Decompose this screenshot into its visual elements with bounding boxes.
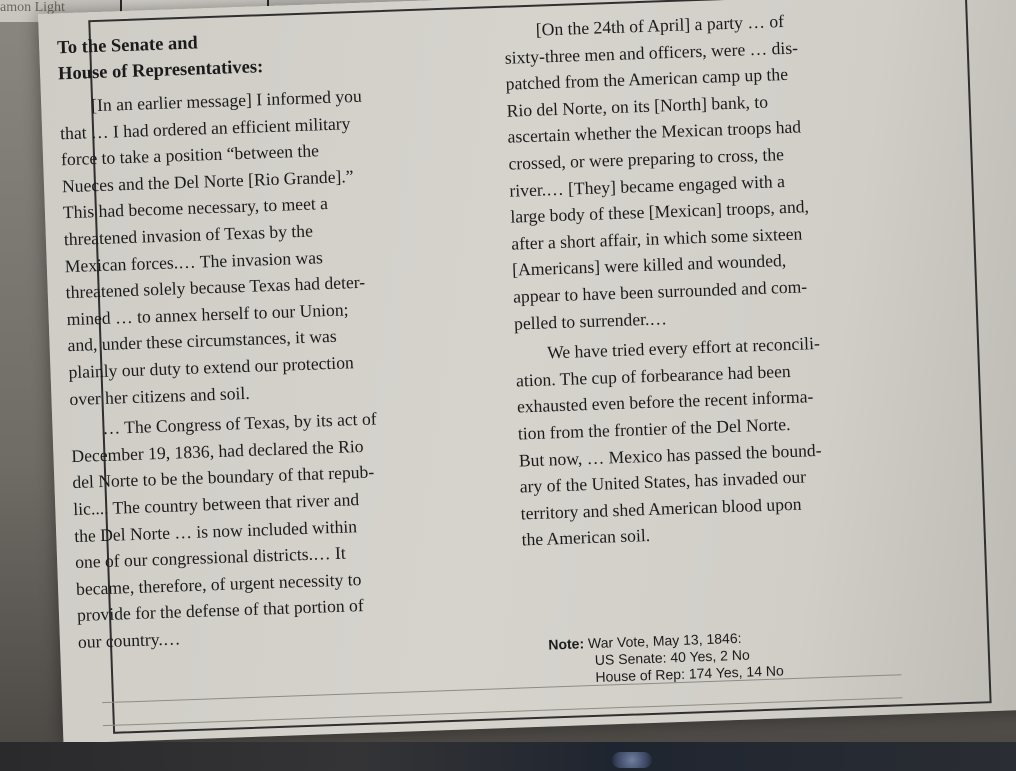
right-paragraph-2: We have tried every effort at reconcili- ation. The cup of forbearance had been exhausted even before the recent informa- tion from the frontier of the Del Norte. But now, … Mexico has passed the bound- ary of the United States, has invaded our territory and shed American blood upon the American soil.: [515, 333, 822, 550]
note-line-1: War Vote, May 13, 1846:: [587, 629, 742, 652]
note-line-3: House of Rep: 174 Yes, 14 No: [595, 662, 784, 685]
top-fragment-text: amon Light: [0, 0, 65, 15]
left-paragraph-1: [In an earlier message] I informed you that … I had ordered an efficient military force to take a position “between the Nueces and the Del Norte [Rio Grande].” This had become necessary, to meet a threatened invasion of Texas by the Mexican forces.… The invasion was threatened solely because Texas had deter- mined … to annex herself to our Union; and, under these circumstances, it was plainly our duty to extend our protection over her citizens and soil.: [59, 85, 366, 409]
monitor-taskbar: [0, 742, 1016, 771]
taskbar-glare: [612, 752, 652, 768]
note-label: Note:: [548, 635, 585, 653]
note-line-2: US Senate: 40 Yes, 2 No: [594, 646, 750, 668]
document-page: [38, 0, 1016, 744]
right-column: [503, 3, 941, 553]
left-column: [57, 20, 523, 656]
left-paragraph-2: … The Congress of Texas, by its act of December 19, 1836, had declared the Rio del Norte to be the boundary of that repub- lic.... The country between that river and the Del Norte … is now included within one of our congressional districts.… It became, therefore, of urgent necessity to provide for the defense of that portion of our country.…: [71, 408, 377, 652]
heading-line-1: To the Senate and: [56, 33, 199, 59]
right-paragraph-1: [On the 24th of April] a party … of sixty-three men and officers, were … dis- patched from the American camp up the Rio del Norte, on its [North] bank, to ascertain whether the Mexican troops had crossed, or were preparing to cross, the river.… [They] became engaged with a large body of these [Mexican] troops, and, after a short affair, in which some sixteen [Americans] were killed and wounded, appear to have been surrounded and com- pelled to surrender.…: [504, 10, 810, 334]
heading-line-2: House of Representatives:: [57, 57, 264, 85]
